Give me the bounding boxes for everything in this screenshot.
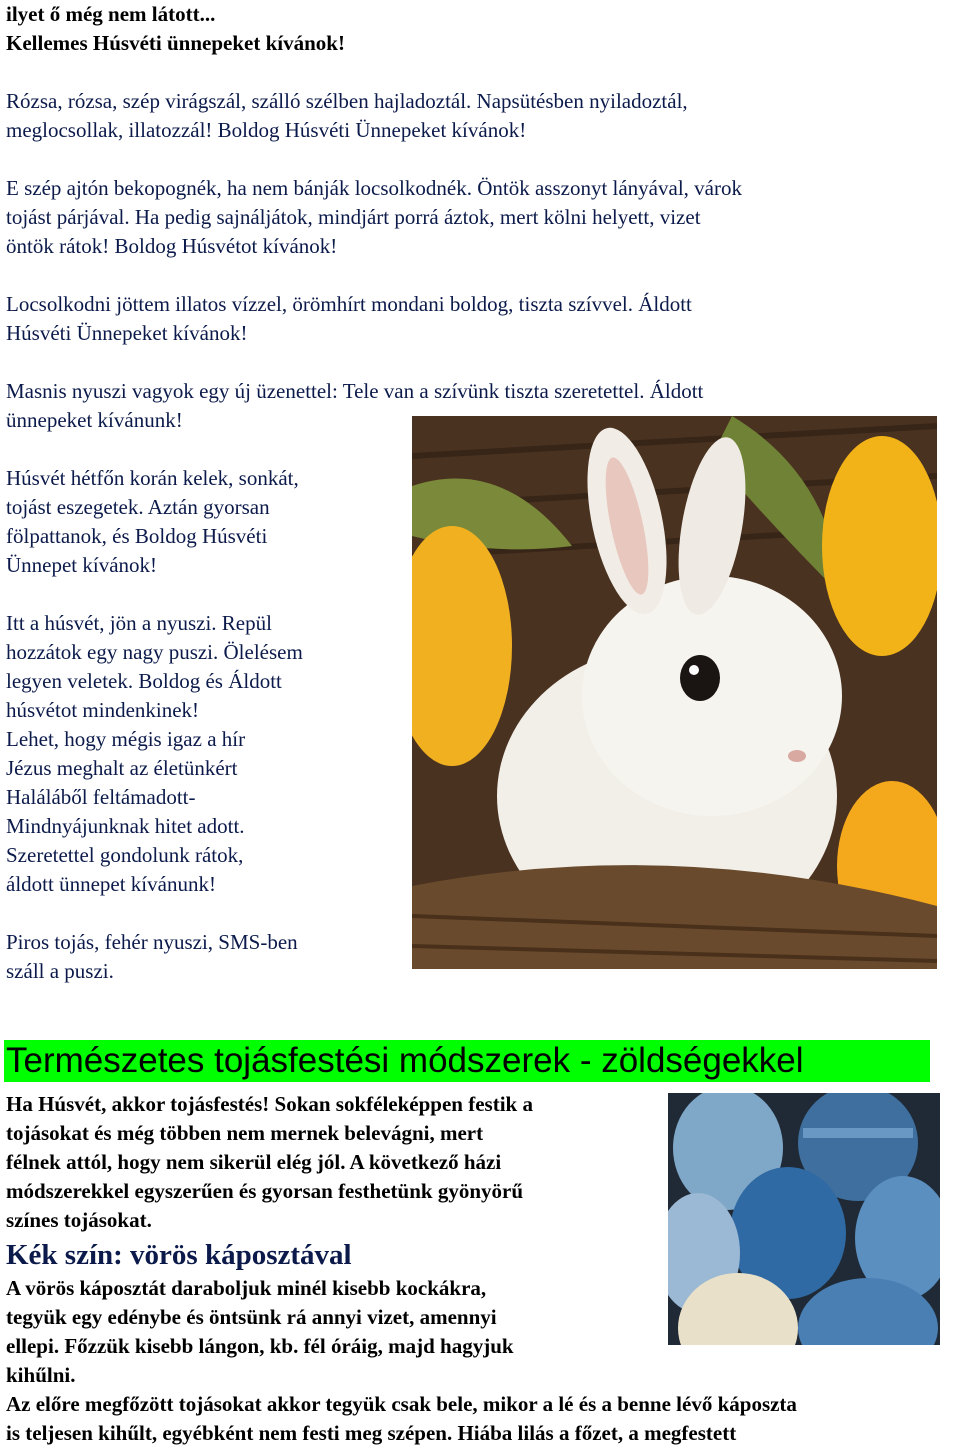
text-line: fölpattanok, és Boldog Húsvéti — [6, 524, 268, 548]
bunny-illustration — [412, 416, 937, 969]
text-line: Haláláből feltámadott- — [6, 785, 196, 809]
text-line: száll a puszi. — [6, 959, 114, 983]
text-line: Locsolkodni jöttem illatos vízzel, örömhírt mondani boldog, tiszta szívvel. Áldott — [6, 292, 692, 316]
eggs-illustration — [668, 1093, 940, 1345]
text-line: ilyet ő még nem látott... — [6, 2, 216, 26]
text-line: Itt a húsvét, jön a nyuszi. Repül — [6, 611, 272, 635]
text-line: Mindnyájunknak hitet adott. — [6, 814, 245, 838]
bunny-photo — [412, 416, 937, 969]
text-line: tegyük egy edénybe és öntsünk rá annyi vizet, amennyi — [6, 1305, 497, 1329]
text-line: E szép ajtón bekopognék, ha nem bánják locsolkodnék. Öntök asszonyt lányával, várok — [6, 176, 742, 200]
text-line: színes tojásokat. — [6, 1208, 152, 1232]
section-heading: Természetes tojásfestési módszerek - zöldségekkel — [4, 1040, 930, 1082]
text-line: húsvétot mindenkinek! — [6, 698, 200, 722]
text-line: ellepi. Főzzük kisebb lángon, kb. fél óráig, majd hagyjuk — [6, 1334, 514, 1358]
text-line: legyen veletek. Boldog és Áldott — [6, 669, 282, 693]
text-line: tojásokat és még többen nem mernek belevágni, mert — [6, 1121, 484, 1145]
text-line: Ünnepet kívánok! — [6, 553, 158, 577]
text-line: A vörös káposztát daraboljuk minél kisebb kockákra, — [6, 1276, 487, 1300]
subheading: Kék szín: vörös káposztával — [6, 1239, 352, 1271]
text-line: Lehet, hogy mégis igaz a hír — [6, 727, 246, 751]
text-line: Kellemes Húsvéti ünnepeket kívánok! — [6, 31, 345, 55]
text-line: Szeretettel gondolunk rátok, — [6, 843, 244, 867]
text-line: tojást párjával. Ha pedig sajnáljátok, mindjárt porrá áztok, mert kölni helyett, vizet — [6, 205, 701, 229]
text-line: Rózsa, rózsa, szép virágszál, szálló szélben hajladoztál. Napsütésben nyiladoztál, — [6, 89, 688, 113]
text-line: módszerekkel egyszerűen és gyorsan festhetünk gyönyörű — [6, 1179, 524, 1203]
text-line: áldott ünnepet kívánunk! — [6, 872, 216, 896]
text-line: félnek attól, hogy nem sikerül elég jól. A következő házi — [6, 1150, 502, 1174]
text-line: Húsvéti Ünnepeket kívánok! — [6, 321, 248, 345]
text-line: Masnis nyuszi vagyok egy új üzenettel: Tele van a szívünk tiszta szeretettel. Áldott — [6, 379, 704, 403]
text-line: Ha Húsvét, akkor tojásfestés! Sokan sokféleképpen festik a — [6, 1092, 533, 1116]
text-line: meglocsollak, illatozzál! Boldog Húsvéti Ünnepeket kívánok! — [6, 118, 527, 142]
eggs-photo — [668, 1093, 940, 1345]
text-line: ünnepeket kívánunk! — [6, 408, 183, 432]
text-line: kihűlni. — [6, 1363, 76, 1387]
text-line: tojást eszegetek. Aztán gyorsan — [6, 495, 270, 519]
text-line: Húsvét hétfőn korán kelek, sonkát, — [6, 466, 299, 490]
text-line: Jézus meghalt az életünkért — [6, 756, 238, 780]
text-line: is teljesen kihűlt, egyébként nem festi meg szépen. Hiába lilás a főzet, a megfestett — [6, 1421, 737, 1445]
text-line: Piros tojás, fehér nyuszi, SMS-ben — [6, 930, 298, 954]
text-line: öntök rátok! Boldog Húsvétot kívánok! — [6, 234, 338, 258]
text-line: Az előre megfőzött tojásokat akkor tegyük csak bele, mikor a lé és a benne lévő káposzta — [6, 1392, 797, 1416]
text-line: hozzátok egy nagy puszi. Ölelésem — [6, 640, 303, 664]
